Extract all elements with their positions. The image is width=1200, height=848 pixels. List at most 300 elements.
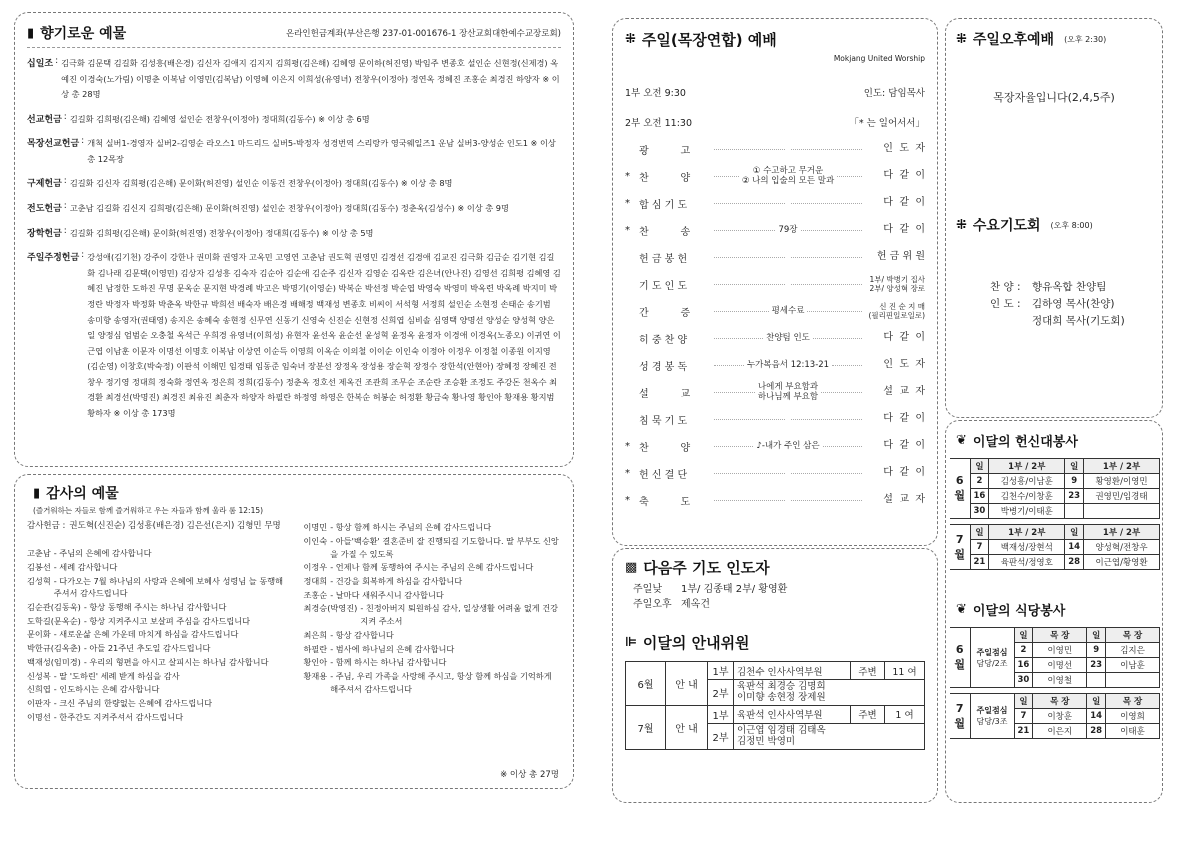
dotted-leader bbox=[714, 473, 785, 474]
thanks-text: - 한주간도 지켜주셔서 감사드립니다 bbox=[53, 711, 184, 722]
worship-mark: * bbox=[625, 440, 630, 452]
worship-name: 찬 양 bbox=[639, 442, 691, 454]
thanks-text: - 날마다 새워주시니 감사합니다 bbox=[330, 589, 444, 600]
usher-names: 육판석 인사사역부원 bbox=[734, 705, 851, 723]
offering-group-text: 김길화 김희평(김은해) 김혜영 설인순 전창우(이정아) 정대희(김동수) ※ 이상 총 6명 bbox=[69, 113, 370, 124]
offering-groups bbox=[27, 56, 561, 422]
usher-part: 1부 bbox=[708, 705, 734, 723]
worship-name: 축 도 bbox=[639, 496, 691, 508]
thanks-text: - 항상 지켜주시고 보살펴 주심을 감사드립니다 bbox=[83, 615, 251, 626]
cafeteria-table bbox=[950, 627, 1160, 739]
offering-group-label: 주일주정헌금 bbox=[27, 253, 80, 264]
offering-group-label: 목장선교헌금 bbox=[27, 139, 80, 150]
worship-right: 헌 금 위 원 bbox=[876, 251, 925, 262]
bars-icon: ▮ bbox=[33, 485, 41, 501]
thanks-entry bbox=[27, 575, 289, 600]
dotted-leader bbox=[807, 311, 862, 312]
schedule-cell: 황영환/이영민 bbox=[1084, 474, 1160, 489]
leaf-icon: ❦ bbox=[956, 602, 967, 617]
offering-group-text: 김길화 김희평(김은해) 문이화(허진영) 전창우(이정아) 정대희(김동수) ※ 이상 총 5명 bbox=[69, 227, 374, 238]
worship-right: 인 도 자 bbox=[883, 143, 925, 154]
usher-week-label: 주변 bbox=[851, 662, 885, 680]
thanks-entry bbox=[27, 711, 289, 724]
thanks-name: 김봉선 bbox=[27, 561, 51, 572]
schedule-header: 1부 / 2부 bbox=[1084, 525, 1160, 540]
afternoon-text: 목장자율입니다(2,4,5주) bbox=[993, 91, 1115, 104]
thanks-text: - 함께 하시는 하나님 감사합니다 bbox=[330, 657, 447, 668]
wednesday-title: 수요기도회 bbox=[972, 218, 1041, 234]
worship-item bbox=[625, 218, 925, 242]
thanks-entry bbox=[303, 561, 561, 574]
dotted-leader bbox=[791, 500, 862, 501]
thanks-text: - 아들 21주년 추도일 감사드립니다 bbox=[83, 643, 211, 654]
thanks-name: 조홍순 bbox=[303, 589, 328, 600]
usher-part: 2부 bbox=[708, 680, 734, 706]
dots-icon: ⁜ bbox=[625, 32, 636, 47]
dotted-leader bbox=[821, 392, 862, 393]
worship-mid: ① 수고하고 무거운 ② 나의 입술의 모든 말과 bbox=[741, 165, 835, 186]
worship-item bbox=[625, 434, 925, 458]
thanks-name: 문이화 bbox=[27, 629, 51, 640]
worship-mid: 누가복음서 12:13-21 bbox=[746, 359, 830, 370]
schedule-cell: 권영민/임경태 bbox=[1084, 489, 1160, 504]
schedule-header: 일 bbox=[1014, 694, 1033, 709]
usher-row bbox=[626, 662, 925, 680]
thanks-entry bbox=[27, 628, 289, 641]
worship-name: 헌 금 봉 헌 bbox=[639, 253, 688, 265]
offering-colon: : bbox=[63, 201, 67, 212]
offering-panel bbox=[14, 12, 574, 467]
worship-name: 헌 신 결 단 bbox=[639, 469, 688, 481]
schedule-cell: 이영희 bbox=[1106, 709, 1160, 724]
worship-item bbox=[625, 461, 925, 485]
thanks-entry bbox=[27, 670, 289, 683]
thanks-name: 최은희 bbox=[303, 629, 328, 640]
schedule-cell: 16 bbox=[970, 489, 989, 504]
schedule-cell: 2 bbox=[1014, 643, 1033, 658]
offering-group-label: 전도헌금 bbox=[27, 204, 62, 215]
dotted-leader bbox=[791, 257, 862, 258]
schedule-cell: 28 bbox=[1087, 724, 1106, 739]
schedule-team-dept: 담당/3조 bbox=[976, 717, 1008, 726]
offering-group-label: 선교헌금 bbox=[27, 114, 62, 125]
schedule-header: 목 장 bbox=[1033, 628, 1087, 643]
thanks-text: - 친정아버지 퇴원하심 감사, 일상생활 어려움 없게 건강 지켜 주소서 bbox=[360, 603, 559, 627]
offering-group bbox=[27, 201, 561, 217]
schedule-header: 목 장 bbox=[1106, 694, 1160, 709]
thanks-header-names: 권도혁(신진순) 김성흥(배은경) 김은선(은지) 김형민 무명 bbox=[69, 521, 281, 531]
thanks-name: 이명선 bbox=[27, 711, 51, 722]
thanks-text: - 주님의 은혜에 감사합니다 bbox=[53, 548, 152, 559]
schedule-cell: 14 bbox=[1087, 709, 1106, 724]
thanks-name: 최경승(박영진) bbox=[303, 603, 358, 614]
ushers-title: 이달의 안내위원 bbox=[642, 634, 750, 652]
schedule-row bbox=[950, 474, 1160, 489]
worship-right: 다 같 이 bbox=[883, 413, 925, 424]
thanks-entry bbox=[27, 642, 289, 655]
thanks-entry bbox=[303, 575, 561, 588]
thanks-name: 김순관(김동욱) bbox=[27, 601, 81, 612]
offering-group-text: 김극화 김문택 김길화 김성흥(배은경) 김신자 김애지 김지지 김희평(김은해) 김혜영 문이하(허진영) 박임주 변종호 설인순 신현정(신제경) 옥예진 이경숙(노가림) 이명춘 이복남 이영민(김복남) 이영혜 이은지 이희성(유영녀) 전창우(이정아) 정연옥 정혜진 조홍순 최경진 하양자 ※ 이상 총 28명 bbox=[61, 58, 560, 100]
wednesday-lead2: 정대희 목사(기도회) bbox=[1032, 314, 1125, 327]
dotted-leader bbox=[813, 338, 862, 339]
schedule-header: 1부 / 2부 bbox=[1084, 459, 1160, 474]
worship-name: 히 중 찬 양 bbox=[639, 334, 688, 346]
dotted-leader bbox=[714, 311, 769, 312]
schedule-month: 6월 bbox=[950, 628, 970, 688]
schedule-cell: 이태훈 bbox=[1106, 724, 1160, 739]
schedule-row bbox=[950, 555, 1160, 570]
offering-colon: : bbox=[63, 225, 67, 236]
usher-names: 김천수 인사사역부원 bbox=[734, 662, 851, 680]
thanks-name: 황인아 bbox=[303, 657, 328, 668]
offering-colon: : bbox=[81, 250, 85, 261]
service-panel bbox=[945, 420, 1163, 803]
offering-group bbox=[27, 176, 561, 192]
schedule-cell: 9 bbox=[1065, 474, 1084, 489]
thanks-header-label: 감사헌금 : bbox=[27, 521, 66, 531]
worship-item bbox=[625, 380, 925, 404]
usher-part: 1부 bbox=[708, 662, 734, 680]
schedule-cell: 14 bbox=[1065, 540, 1084, 555]
thanks-text: - 항상 함께 하시는 주님의 은혜 감사드립니다 bbox=[330, 522, 492, 533]
wednesday-lead-label: 인 도 : bbox=[990, 297, 1021, 310]
usher-month: 7월 bbox=[626, 705, 666, 749]
dotted-leader bbox=[714, 500, 785, 501]
worship-note: 「* 는 일어서서」 bbox=[849, 118, 925, 129]
offering-group-label: 장학헌금 bbox=[27, 228, 62, 239]
thanks-name: 고춘남 bbox=[27, 548, 51, 559]
usher-month: 6월 bbox=[626, 662, 666, 706]
thanks-entry bbox=[27, 697, 289, 710]
schedule-header: 일 bbox=[970, 459, 989, 474]
dotted-leader bbox=[714, 419, 785, 420]
usher-week-value: 11 여 bbox=[885, 662, 925, 680]
wednesday-lead1: 김하영 목사(찬양) bbox=[1032, 297, 1115, 310]
worship-mid: ♪-내가 주인 삼은 bbox=[756, 440, 820, 451]
thanks-entry bbox=[27, 656, 289, 669]
schedule-cell: 백재성/장현석 bbox=[989, 540, 1065, 555]
schedule-header: 1부 / 2부 bbox=[989, 525, 1065, 540]
schedule-month: 7월 bbox=[950, 694, 970, 739]
worship-right: 신 진 순 지 매 (필리핀일로일로) bbox=[868, 302, 926, 320]
schedule-header: 일 bbox=[1065, 459, 1084, 474]
dotted-leader bbox=[714, 365, 744, 366]
worship-right: 인 도 자 bbox=[883, 359, 926, 370]
schedule-cell: 김성흥/이남훈 bbox=[989, 474, 1065, 489]
usher-week-value: 1 여 bbox=[885, 705, 925, 723]
offering-account: 온라인헌금계좌(부산은행 237-01-001676-1 장산교회대한예수교장로회) bbox=[286, 29, 561, 39]
schedule-cell: 이영철 bbox=[1033, 673, 1087, 688]
worship-item bbox=[625, 164, 925, 188]
offering-title: 향기로운 예물 bbox=[40, 26, 127, 42]
dotted-leader bbox=[801, 230, 862, 231]
worship-right: 다 같 이 bbox=[883, 440, 926, 451]
dotted-leader bbox=[832, 365, 862, 366]
worship-mid: 79장 bbox=[778, 224, 798, 235]
worship-right: 다 같 이 bbox=[883, 170, 926, 181]
worship-name: 기 도 인 도 bbox=[639, 280, 688, 292]
worship-mid: 찬양팀 인도 bbox=[766, 332, 810, 343]
dotted-leader bbox=[714, 149, 785, 150]
schedule-header: 1부 / 2부 bbox=[989, 459, 1065, 474]
thanks-text: - 주님, 우리 가족을 사랑해 주시고, 항상 함께 하심을 기억하게 해주셔서 감사드립니다 bbox=[330, 670, 552, 694]
offering-group-text: 강성애(김기천) 강주이 강한나 권미화 권영자 고옥민 고영연 고춘남 권도혁 권영민 김경선 김경애 김교진 김극화 김금순 김기현 김길화 김나래 김문택(이영민) 김상자 김성흥 김숙자 김순아 김순애 김순주 김신자 김영순 김옥란 김은녀(안나진) 김영선 김희평 김혜영 김혜진 남정한 도하진 무명 문옥순 문지현 박경례 박고은 박명기(이영순) 박복순 박선정 박순엽 박영숙 박영미 박옥련 박옥례 박지미 박정란 박정자 박정화 박춘옥 박한규 박희선 배숙자 배은경 배해정 백재성 변종호 비씨이 서석형 서정희 설인순 소현정 손태순 송기범 송미향 송영자(권태영) 송지은 송혜숙 송현정 신무연 신동기 신영숙 신진순 신현정 신희엽 심비솔 심영택 양명선 양성순 양성혁 양은일 양정심 엄범순 오충철 옥석근 우희경 유영녀(이희성) 유현자 윤선옥 윤순선 윤성혁 윤정옥 윤정자 이경애 이경옥(노종오) 이귀연 이근엽 이남훈 이문자 이명선 이명호 이복남 이상연 이순득 이영희 이옥순 이의철 이이순 이인숙 이정아 이정우 이정철 이종원 이지영(김순영) 이창호(박숙정) 이판석 이해민 임경태 임동준 임숙녀 장분선 장정옥 장성용 장순혁 장정수 장한석(안현아) 장혜정 장혜진 전창우 정기영 정대희 정숙화 정연옥 정은희 정희(김동수) 정춘옥 정호선 제옥건 조관희 조무순 조순란 조승환 조정도 주강돈 천옥수 최경환 최경선(박명진) 최경진 최유진 최춘자 하양자 하필란 하정영 하영은 한복순 허봉순 허정환 황금숙 황나영 황인아 황재용 황지범 황하자 ※ 이상 총 173명 bbox=[87, 252, 561, 418]
worship-item bbox=[625, 488, 925, 512]
usher-role: 안 내 bbox=[666, 705, 708, 749]
offering-colon: : bbox=[55, 56, 59, 66]
thanks-text: - 세례 감사합니다 bbox=[53, 561, 118, 572]
worship-mark: * bbox=[625, 224, 630, 236]
schedule-cell: 이영민 bbox=[1033, 643, 1087, 658]
worship-leader: 인도: 담임목사 bbox=[863, 88, 925, 99]
worship-item bbox=[625, 272, 925, 296]
dotted-leader bbox=[791, 203, 862, 204]
worship-right: 다 같 이 bbox=[883, 197, 925, 208]
offering-group bbox=[27, 136, 561, 167]
worship-right: 1부/ 박병기 집사 2부/ 양성혁 장로 bbox=[869, 275, 925, 293]
thanks-name: 황재용 bbox=[303, 670, 328, 681]
dotted-leader bbox=[823, 446, 862, 447]
thanks-name: 정대희 bbox=[303, 575, 328, 586]
worship-item bbox=[625, 326, 925, 350]
offering-colon: : bbox=[63, 176, 67, 187]
dotted-leader bbox=[714, 392, 755, 393]
next-ushers-panel bbox=[612, 548, 938, 803]
worship-item bbox=[625, 245, 925, 269]
schedule-cell: 21 bbox=[970, 555, 989, 570]
worship-right: 설 교 자 bbox=[883, 494, 925, 505]
dotted-leader bbox=[714, 257, 785, 258]
wednesday-time: (오후 8:00) bbox=[1050, 220, 1093, 230]
leaf-icon: ❦ bbox=[956, 433, 967, 448]
schedule-cell: 7 bbox=[970, 540, 989, 555]
cafeteria-title: 이달의 식당봉사 bbox=[972, 604, 1066, 619]
schedule-team bbox=[970, 628, 1014, 688]
thanks-text: - 새로운삶 은혜 가운데 마치게 하심을 감사드립니다 bbox=[53, 629, 239, 640]
thanks-name: 이판자 bbox=[27, 697, 51, 708]
schedule-month: 6월 bbox=[950, 459, 970, 519]
worship-mark: * bbox=[625, 467, 630, 479]
worship-item bbox=[625, 353, 925, 377]
afternoon-time: (오후 2:30) bbox=[1064, 34, 1107, 44]
thanks-total: ※ 이상 총 27명 bbox=[500, 770, 559, 780]
schedule-header-row bbox=[950, 628, 1160, 643]
worship-item bbox=[625, 299, 925, 323]
offering-colon: : bbox=[63, 111, 67, 122]
schedule-header: 일 bbox=[1087, 628, 1106, 643]
thanks-name: 이명민 bbox=[303, 522, 328, 533]
offering-group-text: 고춘남 김길화 김신지 김희평(김은해) 문이화(허진영) 설인순 전창우(이정아) 정대희(김동수) 정춘옥(김성수) ※ 이상 총 9명 bbox=[69, 203, 509, 214]
offering-group bbox=[27, 56, 561, 103]
schedule-row bbox=[950, 489, 1160, 504]
thanks-entry bbox=[303, 602, 561, 627]
schedule-cell: 21 bbox=[1014, 724, 1033, 739]
usher-names: 이근엽 임경태 김태옥 김정민 박영미 bbox=[734, 723, 925, 749]
worship-time2: 2부 오전 11:30 bbox=[625, 118, 692, 129]
worship-name: 침 묵 기 도 bbox=[639, 415, 688, 427]
thanks-text: - 언제나 함께 동행하여 주시는 주님의 은혜 감사드립니다 bbox=[330, 562, 534, 573]
worship-panel bbox=[612, 18, 938, 546]
dots-icon: ⁜ bbox=[956, 217, 967, 233]
schedule-row bbox=[950, 540, 1160, 555]
worship-time1: 1부 오전 9:30 bbox=[625, 88, 686, 99]
schedule-cell bbox=[1087, 673, 1106, 688]
worship-item bbox=[625, 137, 925, 161]
next-prayer-label-0: 주일낮 bbox=[633, 584, 662, 595]
worship-name: 찬 양 bbox=[639, 172, 691, 184]
dotted-leader bbox=[714, 176, 739, 177]
offering-group-text: 김길화 김신자 김희평(김은해) 문이화(허진영) 설인순 이동건 전창우(이정아) 정대희(김동수) ※ 이상 총 8명 bbox=[69, 178, 453, 189]
wednesday-praise-label: 찬 양 : bbox=[990, 281, 1021, 293]
next-prayer-label-1: 주일오후 bbox=[633, 599, 672, 610]
schedule-cell: 이남훈 bbox=[1106, 658, 1160, 673]
thanks-text: - 범사에 하나님의 은혜 감사합니다 bbox=[330, 643, 455, 654]
thanks-subtitle: (즐거워하는 자들로 함께 즐거워하고 우는 자들과 함께 울라 롬 12:15) bbox=[33, 506, 264, 515]
dotted-leader bbox=[791, 473, 862, 474]
thanks-text: - 항상 동행해 주시는 하나님 감사합니다 bbox=[83, 601, 227, 612]
schedule-cell: 2 bbox=[970, 474, 989, 489]
worship-item bbox=[625, 407, 925, 431]
schedule-header: 일 bbox=[1065, 525, 1084, 540]
dotted-leader bbox=[837, 176, 862, 177]
dots-icon: ⁜ bbox=[956, 31, 967, 47]
bars-icon: ▮ bbox=[27, 25, 35, 41]
offering-group bbox=[27, 250, 561, 421]
thanks-entry bbox=[303, 629, 561, 642]
thanks-name: 신성복 bbox=[27, 670, 51, 681]
usher-part: 2부 bbox=[708, 723, 734, 749]
worship-name: 찬 송 bbox=[639, 226, 691, 238]
thanks-entry bbox=[27, 615, 289, 628]
dotted-leader bbox=[714, 338, 763, 339]
thanks-entry bbox=[27, 601, 289, 614]
usher-row bbox=[626, 705, 925, 723]
schedule-cell: 이창훈 bbox=[1033, 709, 1087, 724]
schedule-cell: 육판석/정영호 bbox=[989, 555, 1065, 570]
thanks-name: 김성혁 bbox=[27, 575, 51, 586]
afternoon-title: 주일오후예배 bbox=[972, 32, 1055, 48]
service-table bbox=[950, 458, 1160, 570]
schedule-team-name: 주일점심 bbox=[976, 706, 1008, 715]
thanks-text: - 항상 감사합니다 bbox=[330, 629, 394, 640]
thanks-entry bbox=[303, 656, 561, 669]
schedule-team-dept: 담당/2조 bbox=[976, 658, 1008, 668]
schedule-header-row bbox=[950, 694, 1160, 709]
schedule-header: 일 bbox=[970, 525, 989, 540]
next-prayer-text-1: 제옥건 bbox=[681, 599, 710, 610]
schedule-cell: 김지은 bbox=[1106, 643, 1160, 658]
wednesday-praise: 향유옥합 찬양팀 bbox=[1032, 281, 1107, 293]
usher-week-label: 주변 bbox=[851, 705, 885, 723]
schedule-header: 일 bbox=[1087, 694, 1106, 709]
schedule-header-row bbox=[950, 459, 1160, 474]
usher-role: 안 내 bbox=[666, 662, 708, 706]
worship-right: 다 같 이 bbox=[883, 467, 925, 478]
next-prayer-text-0: 1부/ 김종태 2부/ 황영환 bbox=[681, 584, 788, 595]
worship-title: 주일(목장연합) 예배 bbox=[641, 31, 777, 49]
schedule-cell: 28 bbox=[1065, 555, 1084, 570]
dotted-leader bbox=[791, 149, 862, 150]
thanks-text: - 우리의 형편을 아시고 살피시는 하나님 감사합니다 bbox=[83, 656, 269, 667]
worship-mid: 나에게 부요함과 하나님께 부요함 bbox=[757, 381, 819, 402]
schedule-cell: 30 bbox=[970, 504, 989, 519]
schedule-team bbox=[970, 694, 1014, 739]
schedule-header: 일 bbox=[1014, 628, 1033, 643]
thanks-name: 이정우 bbox=[303, 562, 328, 573]
offering-group-text: 개척 실버1-경영자 실버2-김영순 라오스1 마드리드 실버5-박정자 성경번역 스리랑카 영국웨일즈1 운남 실버3-양성순 인도1 ※ 이상 총 12목장 bbox=[87, 138, 556, 164]
schedule-cell bbox=[1065, 504, 1084, 519]
schedule-cell: 이명선 bbox=[1033, 658, 1087, 673]
schedule-cell bbox=[1106, 673, 1160, 688]
thanks-right-column bbox=[303, 521, 561, 724]
worship-name: 설 교 bbox=[639, 388, 691, 400]
thanks-name: 이인숙 bbox=[303, 535, 328, 546]
schedule-cell: 9 bbox=[1087, 643, 1106, 658]
schedule-header-row bbox=[950, 525, 1160, 540]
afternoon-panel bbox=[945, 18, 1163, 418]
offering-group-label: 십일조 bbox=[27, 59, 54, 69]
schedule-month: 7월 bbox=[950, 525, 970, 570]
thanks-text: - 딸 '도하린' 세례 받게 하심을 감사 bbox=[53, 670, 180, 681]
thanks-text: - 크신 주님의 한량없는 은혜에 감사드립니다 bbox=[53, 697, 213, 708]
thanks-left-column bbox=[27, 547, 289, 724]
dotted-leader bbox=[714, 230, 775, 231]
dotted-leader bbox=[714, 446, 753, 447]
schedule-header: 목 장 bbox=[1033, 694, 1087, 709]
worship-mark: * bbox=[625, 197, 630, 209]
thanks-title: 감사의 예물 bbox=[46, 486, 119, 502]
offering-group-label: 구제헌금 bbox=[27, 179, 62, 190]
service-title: 이달의 헌신대봉사 bbox=[972, 435, 1078, 450]
worship-mark: * bbox=[625, 170, 630, 182]
thanks-entry bbox=[303, 589, 561, 602]
schedule-cell: 7 bbox=[1014, 709, 1033, 724]
thanks-text: - 인도하시는 은혜 감사합니다 bbox=[53, 684, 160, 695]
schedule-row bbox=[950, 504, 1160, 519]
schedule-cell: 23 bbox=[1087, 658, 1106, 673]
worship-right: 설 교 자 bbox=[883, 386, 925, 397]
thanks-name: 도학길(문옥순) bbox=[27, 615, 81, 626]
dotted-leader bbox=[791, 284, 862, 285]
thanks-name: 백재성(임미경) bbox=[27, 656, 81, 667]
thanks-entry bbox=[27, 561, 289, 574]
dotted-leader bbox=[714, 203, 785, 204]
worship-name: 합 심 기 도 bbox=[639, 199, 688, 211]
schedule-cell: 김천수/이창훈 bbox=[989, 489, 1065, 504]
schedule-cell: 16 bbox=[1014, 658, 1033, 673]
worship-mark: * bbox=[625, 494, 630, 506]
schedule-cell: 23 bbox=[1065, 489, 1084, 504]
worship-item bbox=[625, 191, 925, 215]
schedule-cell bbox=[1084, 504, 1160, 519]
thanks-entry bbox=[303, 521, 561, 534]
offering-group bbox=[27, 112, 561, 128]
worship-right: 다 같 이 bbox=[883, 224, 925, 235]
ladder-icon: ⊫ bbox=[625, 635, 637, 650]
thanks-name: 신희엽 bbox=[27, 684, 51, 695]
dotted-leader bbox=[791, 419, 862, 420]
thanks-entry bbox=[27, 683, 289, 696]
worship-subtitle: Mokjang United Worship bbox=[833, 54, 925, 63]
thanks-text: - 아들'백승환' 결혼준비 잘 진행되길 기도합니다. 딸 부부도 신앙을 가질 수 있도록 bbox=[330, 535, 559, 559]
thanks-name: 하필란 bbox=[303, 643, 328, 654]
worship-mid: 평세수료 bbox=[771, 305, 805, 316]
schedule-cell: 30 bbox=[1014, 673, 1033, 688]
thanks-entry bbox=[303, 670, 561, 695]
schedule-cell: 이근엽/황영환 bbox=[1084, 555, 1160, 570]
thanks-name: 박한규(김옥춘) bbox=[27, 643, 81, 654]
